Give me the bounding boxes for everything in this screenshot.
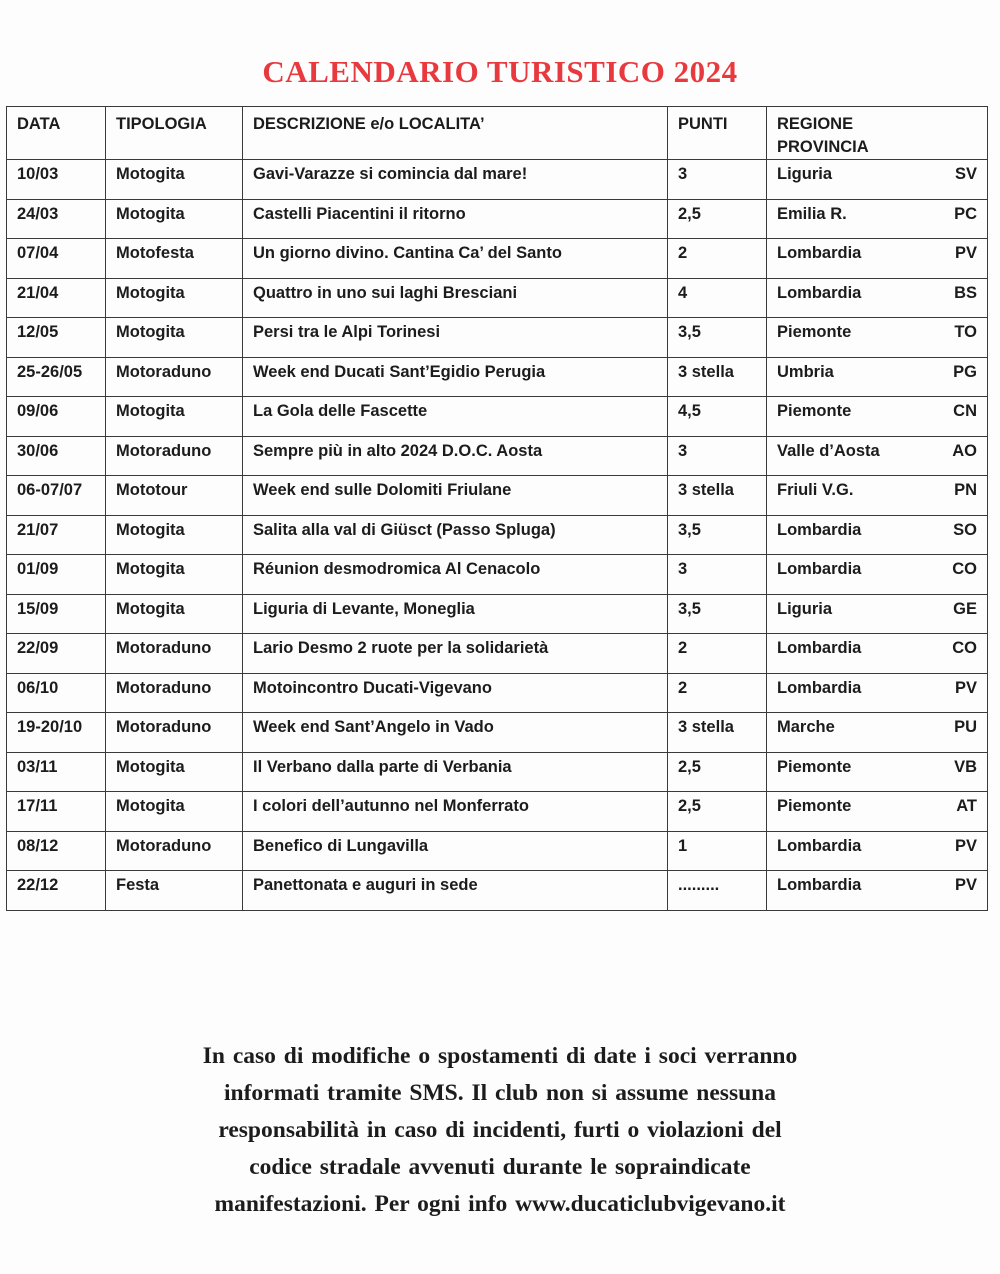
- table-row: [7, 713, 988, 753]
- cell-region-province: [767, 278, 988, 318]
- cell-points: 3 stella: [668, 357, 767, 397]
- header-points: PUNTI: [668, 107, 767, 160]
- cell-region-province: [767, 713, 988, 753]
- cell-province: PV: [954, 678, 977, 697]
- cell-points: 3,5: [668, 318, 767, 358]
- table-row: [7, 555, 988, 595]
- cell-type: Motoraduno: [106, 831, 243, 871]
- cell-region-province: [767, 160, 988, 200]
- cell-type: Motoraduno: [106, 634, 243, 674]
- table-header-row: [7, 107, 988, 160]
- table-row: [7, 199, 988, 239]
- table-row: [7, 634, 988, 674]
- footer-line: manifestazioni. Per ogni info www.ducaticlubvigevano.it: [214, 1191, 786, 1217]
- cell-date: 21/07: [7, 515, 106, 555]
- table-row: [7, 278, 988, 318]
- cell-description: Motoincontro Ducati-Vigevano: [243, 673, 668, 713]
- cell-date: 24/03: [7, 199, 106, 239]
- cell-date: 07/04: [7, 239, 106, 279]
- cell-region: Liguria: [777, 599, 833, 618]
- cell-date: 06/10: [7, 673, 106, 713]
- cell-description: Gavi-Varazze si comincia dal mare!: [243, 160, 668, 200]
- table-row: [7, 752, 988, 792]
- cell-date: 19-20/10: [7, 713, 106, 753]
- cell-region-province: [767, 831, 988, 871]
- cell-date: 21/04: [7, 278, 106, 318]
- cell-region-province: [767, 634, 988, 674]
- cell-date: 01/09: [7, 555, 106, 595]
- cell-region-province: [767, 871, 988, 911]
- cell-province: BS: [954, 283, 977, 302]
- header-region: REGIONE: [777, 115, 854, 133]
- cell-description: Quattro in uno sui laghi Bresciani: [243, 278, 668, 318]
- cell-type: Motogita: [106, 752, 243, 792]
- table-row: [7, 160, 988, 200]
- table-body: [7, 160, 988, 911]
- cell-region: Piemonte: [777, 757, 852, 776]
- cell-region: Piemonte: [777, 323, 852, 341]
- cell-description: Sempre più in alto 2024 D.O.C. Aosta: [243, 436, 668, 476]
- cell-province: PV: [954, 244, 977, 262]
- cell-region-province: [767, 515, 988, 555]
- cell-region-province: [767, 594, 988, 634]
- header-type: TIPOLOGIA: [106, 107, 243, 160]
- page-title: CALENDARIO TURISTICO 2024: [262, 54, 738, 89]
- cell-type: Motogita: [106, 199, 243, 239]
- table-row: [7, 318, 988, 358]
- cell-region-province: [767, 199, 988, 239]
- cell-points: 3: [668, 436, 767, 476]
- table-row: [7, 357, 988, 397]
- cell-type: Mototour: [106, 476, 243, 516]
- cell-description: Liguria di Levante, Moneglia: [243, 594, 668, 634]
- cell-region-province: [767, 752, 988, 792]
- cell-points: 3 stella: [668, 476, 767, 516]
- cell-region: Umbria: [777, 362, 834, 381]
- cell-points: 4,5: [668, 397, 767, 437]
- cell-date: 22/12: [7, 871, 106, 911]
- cell-region-province: [767, 357, 988, 397]
- table-row: [7, 436, 988, 476]
- cell-description: Castelli Piacentini il ritorno: [243, 199, 668, 239]
- cell-region: Lombardia: [777, 639, 862, 657]
- cell-province: TO: [954, 323, 977, 341]
- cell-date: 09/06: [7, 397, 106, 437]
- cell-description: Panettonata e auguri in sede: [243, 871, 668, 911]
- cell-date: 25-26/05: [7, 357, 106, 397]
- cell-type: Motogita: [106, 555, 243, 595]
- cell-points: 3: [668, 555, 767, 595]
- cell-points: 4: [668, 278, 767, 318]
- cell-province: VB: [954, 757, 977, 776]
- cell-type: Motogita: [106, 318, 243, 358]
- cell-date: 10/03: [7, 160, 106, 200]
- cell-province: CN: [953, 402, 977, 420]
- cell-date: 30/06: [7, 436, 106, 476]
- cell-points: 2,5: [668, 752, 767, 792]
- cell-region-province: [767, 555, 988, 595]
- cell-type: Motoraduno: [106, 357, 243, 397]
- cell-points: 3,5: [668, 515, 767, 555]
- cell-type: Motogita: [106, 397, 243, 437]
- cell-description: Persi tra le Alpi Torinesi: [243, 318, 668, 358]
- cell-points: 3 stella: [668, 713, 767, 753]
- cell-region: Lombardia: [777, 244, 862, 262]
- cell-region: Friuli V.G.: [777, 481, 854, 499]
- cell-type: Motoraduno: [106, 436, 243, 476]
- cell-points: 2,5: [668, 199, 767, 239]
- header-description: DESCRIZIONE e/o LOCALITA’: [243, 107, 668, 160]
- table-row: [7, 792, 988, 832]
- cell-province: GE: [953, 599, 977, 618]
- cell-region-province: [767, 239, 988, 279]
- cell-region: Lombardia: [777, 876, 862, 894]
- cell-date: 22/09: [7, 634, 106, 674]
- cell-date: 12/05: [7, 318, 106, 358]
- footer-line: responsabilità in caso di incidenti, furti o violazioni del: [218, 1117, 782, 1143]
- header-region-province: [767, 107, 988, 160]
- cell-type: Festa: [106, 871, 243, 911]
- cell-type: Motogita: [106, 278, 243, 318]
- cell-description: Week end sulle Dolomiti Friulane: [243, 476, 668, 516]
- cell-description: La Gola delle Fascette: [243, 397, 668, 437]
- cell-region: Piemonte: [777, 402, 852, 420]
- cell-date: 15/09: [7, 594, 106, 634]
- cell-points: 2: [668, 634, 767, 674]
- cell-region: Liguria: [777, 165, 833, 183]
- cell-date: 08/12: [7, 831, 106, 871]
- table-row: [7, 239, 988, 279]
- cell-points: 2: [668, 239, 767, 279]
- cell-region-province: [767, 436, 988, 476]
- cell-type: Motogita: [106, 792, 243, 832]
- cell-region: Lombardia: [777, 678, 862, 697]
- cell-province: PU: [954, 718, 977, 736]
- footer-line: informati tramite SMS. Il club non si assume nessuna: [224, 1080, 776, 1106]
- cell-province: CO: [952, 639, 977, 657]
- cell-region: Lombardia: [777, 520, 862, 539]
- cell-description: Réunion desmodromica Al Cenacolo: [243, 555, 668, 595]
- cell-region: Lombardia: [777, 836, 862, 855]
- cell-province: PV: [954, 876, 977, 894]
- cell-description: Lario Desmo 2 ruote per la solidarietà: [243, 634, 668, 674]
- cell-province: PN: [954, 481, 977, 499]
- cell-points: 3,5: [668, 594, 767, 634]
- cell-region-province: [767, 397, 988, 437]
- cell-type: Motofesta: [106, 239, 243, 279]
- cell-province: PC: [954, 204, 977, 223]
- cell-region-province: [767, 318, 988, 358]
- cell-type: Motogita: [106, 515, 243, 555]
- cell-region: Piemonte: [777, 797, 852, 815]
- cell-points: 3: [668, 160, 767, 200]
- cell-region: Lombardia: [777, 560, 862, 578]
- cell-description: Benefico di Lungavilla: [243, 831, 668, 871]
- cell-province: AO: [952, 441, 977, 460]
- cell-date: 03/11: [7, 752, 106, 792]
- cell-description: I colori dell’autunno nel Monferrato: [243, 792, 668, 832]
- cell-description: Un giorno divino. Cantina Ca’ del Santo: [243, 239, 668, 279]
- cell-region: Lombardia: [777, 283, 862, 302]
- cell-description: Week end Ducati Sant’Egidio Perugia: [243, 357, 668, 397]
- cell-points: 1: [668, 831, 767, 871]
- header-province: PROVINCIA: [777, 138, 869, 156]
- cell-region: Valle d’Aosta: [777, 441, 880, 460]
- cell-province: PG: [953, 362, 977, 381]
- cell-province: SO: [953, 520, 977, 539]
- cell-date: 06-07/07: [7, 476, 106, 516]
- cell-description: Week end Sant’Angelo in Vado: [243, 713, 668, 753]
- cell-type: Motoraduno: [106, 673, 243, 713]
- header-date: DATA: [7, 107, 106, 160]
- calendar-table: [6, 106, 988, 911]
- table-row: [7, 476, 988, 516]
- cell-province: SV: [954, 165, 977, 183]
- table-row: [7, 871, 988, 911]
- table-row: [7, 673, 988, 713]
- footer-line: codice stradale avvenuti durante le sopraindicate: [249, 1154, 751, 1180]
- cell-province: PV: [954, 836, 977, 855]
- table-row: [7, 397, 988, 437]
- cell-province: CO: [952, 560, 977, 578]
- cell-type: Motogita: [106, 594, 243, 634]
- cell-region-province: [767, 792, 988, 832]
- cell-date: 17/11: [7, 792, 106, 832]
- cell-points: 2: [668, 673, 767, 713]
- cell-region-province: [767, 476, 988, 516]
- cell-points: .........: [668, 871, 767, 911]
- cell-type: Motoraduno: [106, 713, 243, 753]
- cell-region: Emilia R.: [777, 204, 847, 223]
- cell-points: 2,5: [668, 792, 767, 832]
- cell-description: Il Verbano dalla parte di Verbania: [243, 752, 668, 792]
- footer-line: In caso di modifiche o spostamenti di date i soci verranno: [202, 1043, 798, 1069]
- cell-region-province: [767, 673, 988, 713]
- table-row: [7, 831, 988, 871]
- cell-description: Salita alla val di Giüsct (Passo Spluga): [243, 515, 668, 555]
- cell-type: Motogita: [106, 160, 243, 200]
- cell-province: AT: [956, 797, 977, 815]
- table-row: [7, 515, 988, 555]
- table-row: [7, 594, 988, 634]
- footer-notice: [60, 1038, 940, 1223]
- cell-region: Marche: [777, 718, 835, 736]
